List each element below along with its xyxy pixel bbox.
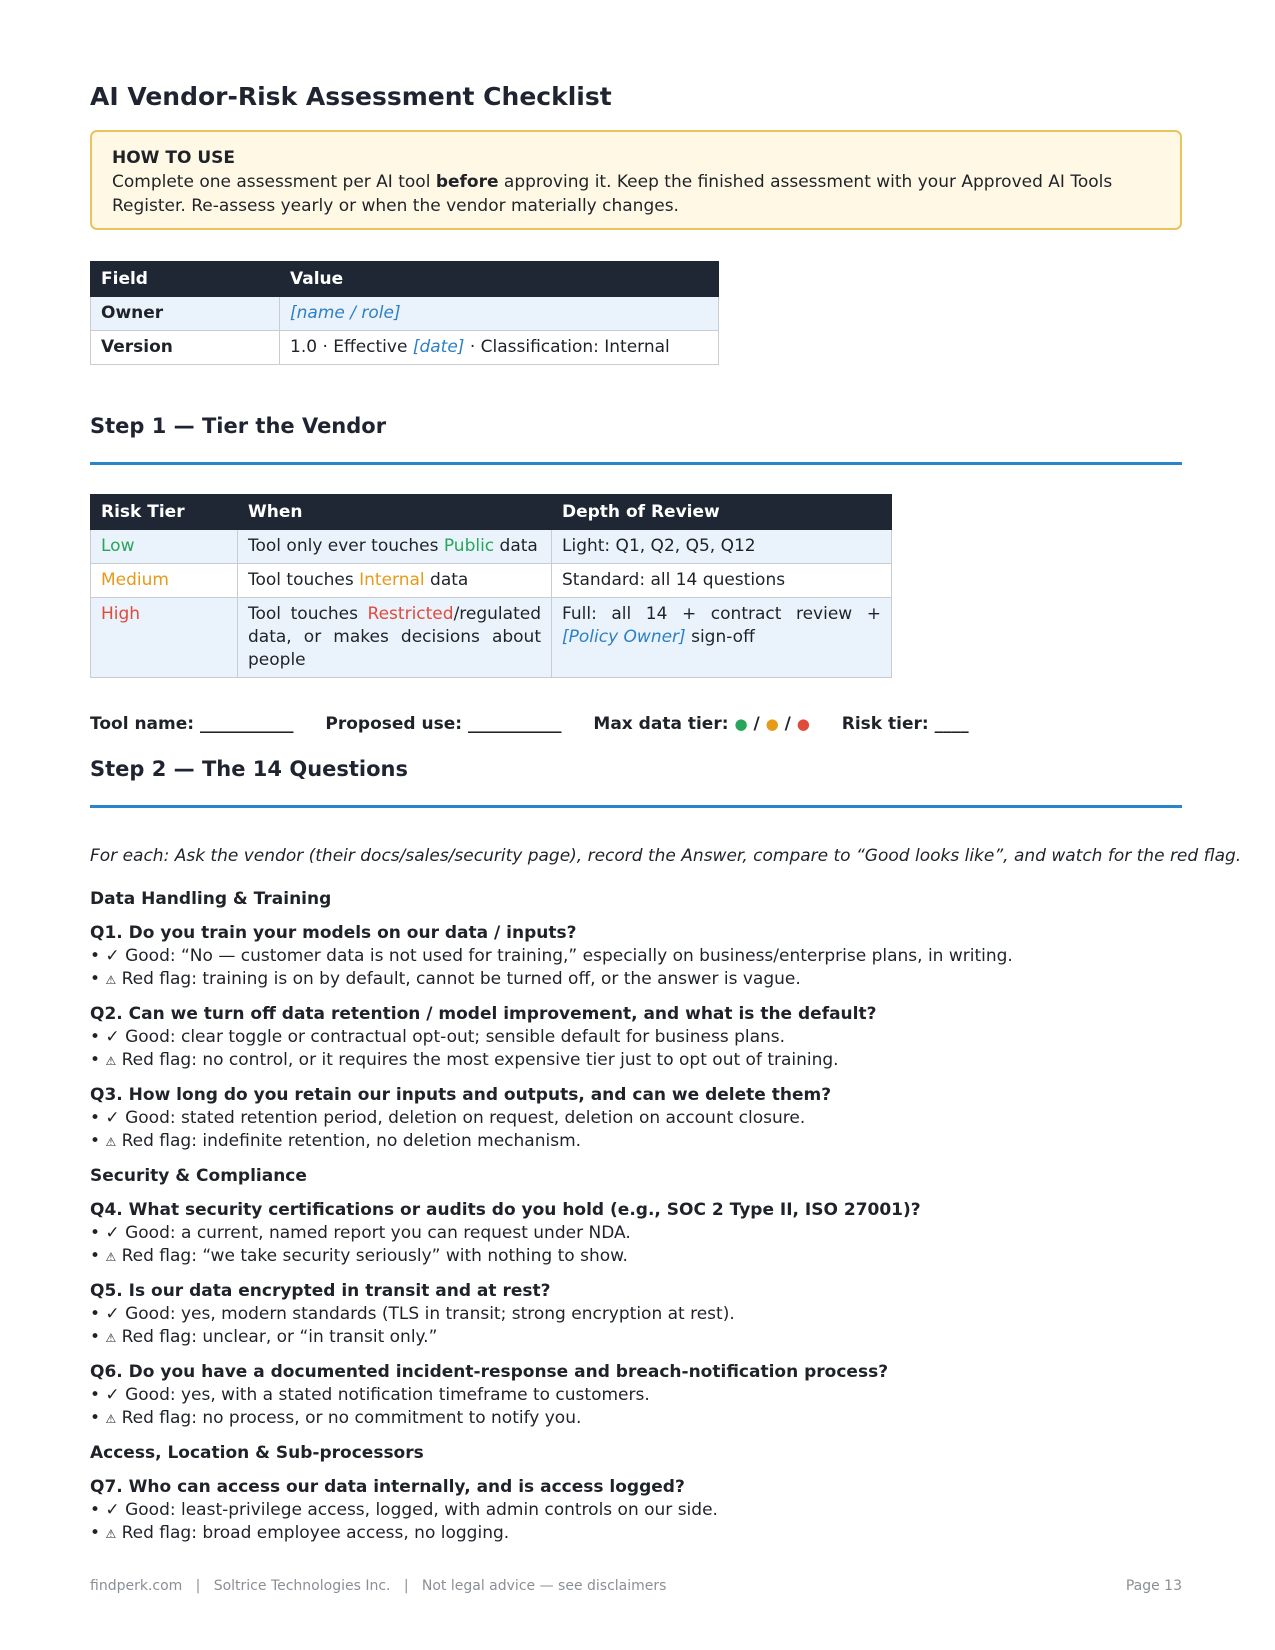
warning-icon: ⚠ bbox=[105, 1250, 117, 1264]
question-q3 bbox=[90, 1084, 1182, 1154]
question-text: Q6. Do you have a documented incident-response and breach-notification process? bbox=[90, 1362, 889, 1382]
meta-table bbox=[90, 261, 719, 365]
warning-icon: ⚠ bbox=[105, 1054, 117, 1068]
table-row bbox=[91, 598, 892, 678]
low-when-post: data bbox=[494, 536, 538, 556]
table-row bbox=[91, 564, 892, 598]
max-data-tier-label: Max data tier: bbox=[593, 714, 729, 734]
red-flag-text: Red flag: “we take security seriously” with nothing to show. bbox=[116, 1246, 628, 1266]
tier-medium-when bbox=[238, 564, 552, 598]
table-row bbox=[91, 297, 719, 331]
high-depth-post: sign-off bbox=[685, 627, 755, 647]
check-icon: • ✓ bbox=[90, 1027, 126, 1047]
good-text: Good: least-privilege access, logged, with admin controls on our side. bbox=[125, 1500, 718, 1520]
howto-text-bold: before bbox=[435, 172, 499, 192]
step1-heading: Step 1 — Tier the Vendor bbox=[90, 414, 387, 438]
page-footer bbox=[90, 1578, 1182, 1594]
red-flag-text: Red flag: no control, or it requires the most expensive tier just to opt out of training. bbox=[116, 1050, 839, 1070]
good-bullet bbox=[90, 1384, 1182, 1407]
slash: / bbox=[784, 714, 791, 734]
version-post: · Classification: Internal bbox=[464, 337, 670, 357]
tier-high-when bbox=[238, 598, 552, 678]
bullet: • bbox=[90, 969, 106, 989]
red-flag-bullet bbox=[90, 968, 1182, 992]
proposed-use-field[interactable]: Proposed use: ___________ bbox=[325, 714, 562, 734]
slash: / bbox=[753, 714, 760, 734]
red-flag-bullet bbox=[90, 1049, 1182, 1073]
warning-icon: ⚠ bbox=[105, 1331, 117, 1345]
table-row bbox=[91, 331, 719, 365]
vendor-fields-line bbox=[90, 714, 969, 734]
question-q1 bbox=[90, 922, 1182, 992]
tier-header-depth: Depth of Review bbox=[552, 495, 892, 530]
version-value bbox=[280, 331, 719, 365]
step1-divider bbox=[90, 462, 1182, 465]
how-to-use-heading: HOW TO USE bbox=[112, 148, 235, 168]
bullet: • bbox=[90, 1408, 106, 1428]
good-bullet bbox=[90, 1107, 1182, 1130]
step2-divider bbox=[90, 805, 1182, 808]
tier-low: Low bbox=[91, 530, 238, 564]
good-text: Good: stated retention period, deletion on request, deletion on account closure. bbox=[125, 1108, 806, 1128]
version-pre: 1.0 · Effective bbox=[290, 337, 413, 357]
footer-left: findperk.com | Soltrice Technologies Inc. | Not legal advice — see disclaimers bbox=[90, 1578, 667, 1594]
warning-icon: ⚠ bbox=[105, 1527, 117, 1541]
risk-tier-field[interactable]: Risk tier: ____ bbox=[841, 714, 969, 734]
questions-list bbox=[90, 888, 1182, 1557]
tier-medium-depth: Standard: all 14 questions bbox=[552, 564, 892, 598]
high-when-highlight: Restricted bbox=[367, 604, 454, 624]
warning-icon: ⚠ bbox=[105, 973, 117, 987]
check-icon: • ✓ bbox=[90, 1500, 126, 1520]
good-bullet bbox=[90, 1026, 1182, 1049]
meta-header-field: Field bbox=[91, 262, 280, 297]
max-data-tier-field[interactable] bbox=[593, 714, 809, 734]
question-q2 bbox=[90, 1003, 1182, 1073]
good-bullet bbox=[90, 1222, 1182, 1245]
red-flag-text: Red flag: indefinite retention, no deletion mechanism. bbox=[116, 1131, 582, 1151]
meta-header-value: Value bbox=[280, 262, 719, 297]
section-access: Access, Location & Sub-processors bbox=[90, 1443, 424, 1463]
question-text: Q4. What security certifications or audits do you hold (e.g., SOC 2 Type II, ISO 27001)? bbox=[90, 1200, 921, 1220]
medium-when-pre: Tool touches bbox=[248, 570, 360, 590]
medium-when-post: data bbox=[424, 570, 469, 590]
bullet: • bbox=[90, 1131, 106, 1151]
good-text: Good: clear toggle or contractual opt-out; sensible default for business plans. bbox=[125, 1027, 786, 1047]
question-text: Q1. Do you train your models on our data / inputs? bbox=[90, 923, 577, 943]
high-when-post: /regulated data, or makes decisions about people bbox=[248, 604, 541, 670]
tier-medium: Medium bbox=[91, 564, 238, 598]
check-icon: • ✓ bbox=[90, 1108, 126, 1128]
bullet: • bbox=[90, 1246, 106, 1266]
question-q5 bbox=[90, 1280, 1182, 1350]
owner-value bbox=[280, 297, 719, 331]
low-dot-icon: ● bbox=[734, 715, 748, 733]
bullet: • bbox=[90, 1050, 106, 1070]
check-icon: • ✓ bbox=[90, 1223, 126, 1243]
check-icon: • ✓ bbox=[90, 946, 126, 966]
good-bullet bbox=[90, 1303, 1182, 1326]
tier-high: High bbox=[91, 598, 238, 678]
warning-icon: ⚠ bbox=[105, 1412, 117, 1426]
section-security: Security & Compliance bbox=[90, 1166, 307, 1186]
medium-when-highlight: Internal bbox=[359, 570, 425, 590]
question-q7 bbox=[90, 1476, 1182, 1546]
red-flag-bullet bbox=[90, 1407, 1182, 1431]
high-depth-placeholder: [Policy Owner] bbox=[562, 627, 686, 647]
how-to-use-text bbox=[112, 170, 1160, 218]
section-data-handling: Data Handling & Training bbox=[90, 889, 332, 909]
question-text: Q2. Can we turn off data retention / model improvement, and what is the default? bbox=[90, 1004, 877, 1024]
good-text: Good: “No — customer data is not used for training,” especially on business/enterprise plans, in writing. bbox=[125, 946, 1013, 966]
step2-intro: For each: Ask the vendor (their docs/sales/security page), record the Answer, compare to “Good looks like”, and watch for the red flag. bbox=[90, 846, 1242, 866]
good-text: Good: a current, named report you can request under NDA. bbox=[125, 1223, 631, 1243]
good-text: Good: yes, modern standards (TLS in transit; strong encryption at rest). bbox=[125, 1304, 735, 1324]
howto-text-2: approving it. Keep the finished assessment with your Approved AI Tools Register. Re-assess yearly or when the vendor materially changes. bbox=[112, 172, 1113, 216]
check-icon: • ✓ bbox=[90, 1385, 126, 1405]
tier-high-depth bbox=[552, 598, 892, 678]
page-title: AI Vendor-Risk Assessment Checklist bbox=[90, 82, 612, 111]
tier-low-when bbox=[238, 530, 552, 564]
owner-placeholder: [name / role] bbox=[290, 303, 401, 323]
version-date-placeholder: [date] bbox=[412, 337, 465, 357]
howto-text-1: Complete one assessment per AI tool bbox=[112, 172, 436, 192]
question-text: Q7. Who can access our data internally, and is access logged? bbox=[90, 1477, 685, 1497]
question-q6 bbox=[90, 1361, 1182, 1431]
step2-heading: Step 2 — The 14 Questions bbox=[90, 757, 409, 781]
bullet: • bbox=[90, 1523, 106, 1543]
red-flag-bullet bbox=[90, 1326, 1182, 1350]
good-text: Good: yes, with a stated notification timeframe to customers. bbox=[125, 1385, 650, 1405]
warning-icon: ⚠ bbox=[105, 1135, 117, 1149]
tier-low-depth: Light: Q1, Q2, Q5, Q12 bbox=[552, 530, 892, 564]
tier-header-when: When bbox=[238, 495, 552, 530]
question-text: Q5. Is our data encrypted in transit and at rest? bbox=[90, 1281, 551, 1301]
low-when-pre: Tool only ever touches bbox=[248, 536, 444, 556]
check-icon: • ✓ bbox=[90, 1304, 126, 1324]
good-bullet bbox=[90, 945, 1182, 968]
red-flag-text: Red flag: training is on by default, cannot be turned off, or the answer is vague. bbox=[116, 969, 801, 989]
question-q4 bbox=[90, 1199, 1182, 1269]
version-label: Version bbox=[91, 331, 280, 365]
good-bullet bbox=[90, 1499, 1182, 1522]
page-number: Page 13 bbox=[1125, 1578, 1182, 1594]
table-row bbox=[91, 530, 892, 564]
tier-header-risk: Risk Tier bbox=[91, 495, 238, 530]
low-when-highlight: Public bbox=[443, 536, 495, 556]
red-flag-text: Red flag: broad employee access, no logging. bbox=[116, 1523, 510, 1543]
how-to-use-box bbox=[90, 130, 1182, 230]
risk-tier-table bbox=[90, 494, 892, 678]
high-depth-pre: Full: all 14 + contract review + bbox=[562, 604, 881, 624]
red-flag-bullet bbox=[90, 1130, 1182, 1154]
bullet: • bbox=[90, 1327, 106, 1347]
high-dot-icon: ● bbox=[796, 715, 810, 733]
red-flag-text: Red flag: unclear, or “in transit only.” bbox=[116, 1327, 438, 1347]
red-flag-text: Red flag: no process, or no commitment to notify you. bbox=[116, 1408, 582, 1428]
owner-label: Owner bbox=[91, 297, 280, 331]
high-when-pre: Tool touches bbox=[248, 604, 368, 624]
medium-dot-icon: ● bbox=[765, 715, 779, 733]
red-flag-bullet bbox=[90, 1522, 1182, 1546]
tool-name-field[interactable]: Tool name: ___________ bbox=[90, 714, 294, 734]
red-flag-bullet bbox=[90, 1245, 1182, 1269]
question-text: Q3. How long do you retain our inputs and outputs, and can we delete them? bbox=[90, 1085, 832, 1105]
